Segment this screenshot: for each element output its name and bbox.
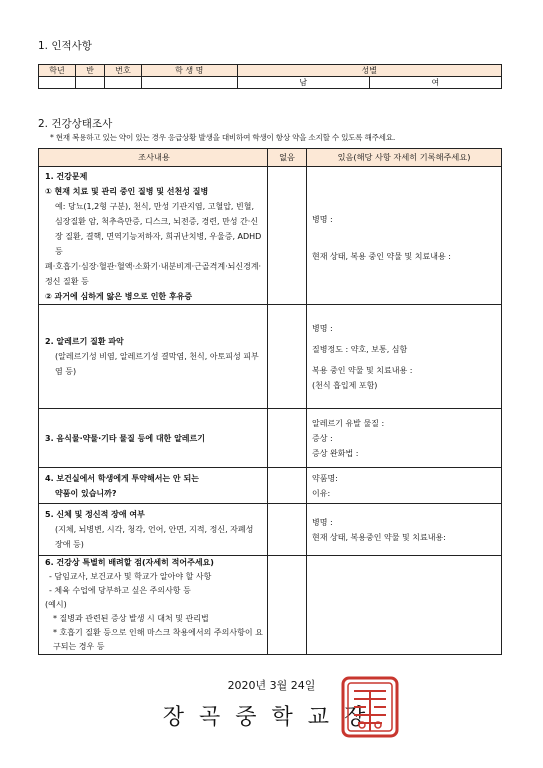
row1-none-cell[interactable] [268,167,307,305]
row5-title: 5. 신체 및 정신적 장애 여부 [45,510,145,519]
section2-title: 2. 건강상태조사 [38,118,113,130]
row4-title-cont: 약품이 있습니까? [55,488,117,498]
name-cell[interactable] [142,77,238,89]
health-survey-table [38,148,502,655]
row2-examples: (알레르기성 비염, 알레르기성 결막염, 천식, 아토피성 피부염 등) [55,352,259,376]
row4-answer-drug: 약품명: [312,473,338,483]
gender-female-option[interactable]: 여 [369,77,501,89]
row4-answer-reason: 이유: [312,488,331,498]
row2-answer-severity: 질병정도 : 약호, 보통, 심함 [312,344,408,354]
survey-item-allergy-disease [39,305,268,409]
row5-answer-cell[interactable] [307,504,502,556]
row6-example1: * 질병과 관련된 증상 발생 시 대처 및 관리법 [53,614,209,623]
medication-note: * 현재 복용하고 있는 약이 있는 경우 응급상황 발생을 대비하여 학생이 항상 약을 소지할 수 있도록 해주세요. [50,133,396,142]
row6-example2: * 호흡기 질환 등으로 인해 마스크 착용에서의 주의사항이 요구되는 경우 등 [53,628,263,651]
row1-categories: 폐·호흡기·심장·혈관·혈액·소화기·내분비계·근골격계·뇌신경계·정신 질환 등 [45,262,262,286]
row4-title: 4. 보건실에서 학생에게 투약해서는 안 되는 [45,473,199,483]
row2-none-cell[interactable] [268,305,307,409]
section1-title: 1. 인적사항 [38,40,92,52]
row6-answer-cell[interactable] [307,556,502,655]
survey-item-health-problems [39,167,268,305]
row6-none-cell[interactable] [268,556,307,655]
name-header: 학 생 명 [142,65,238,77]
row5-none-cell[interactable] [268,504,307,556]
row1-answer-disease: 병명 : [312,214,333,224]
row3-answer-trigger: 알레르기 유발 물질 : [312,418,385,428]
number-header: 번호 [105,65,142,77]
number-cell[interactable] [105,77,142,89]
row5-answer-disease: 병명 : [312,517,333,527]
school-principal: 장곡중학교장 [162,705,381,730]
row5-examples: (지체, 뇌병변, 시각, 청각, 언어, 안면, 지적, 정신, 자폐성 장애 등) [55,525,254,549]
row6-example-label: (예시) [45,600,67,609]
row5-answer-status: 현재 상태, 복용중인 약물 및 치료내용: [312,532,446,542]
row3-title: 3. 음식물·약물·기타 물질 등에 대한 알레르기 [45,433,205,443]
row2-answer-cell[interactable] [307,305,502,409]
survey-item-substance-allergy [39,409,268,468]
grade-header: 학년 [39,65,76,77]
survey-item-special-care [39,556,268,655]
row1-answer-cell[interactable] [307,167,502,305]
gender-male-option[interactable]: 남 [237,77,369,89]
row6-line2: - 체육 수업에 당부하고 싶은 주의사항 등 [49,586,191,595]
row6-title: 6. 건강상 특별히 배려할 점(자세히 적어주세요) [45,558,214,567]
survey-item-disability [39,504,268,556]
row1-sub2: ② 과거에 심하게 앓은 병으로 인한 후유증 [45,292,193,301]
row3-none-cell[interactable] [268,409,307,468]
row4-none-cell[interactable] [268,468,307,504]
row6-line1: - 담임교사, 보건교사 및 학교가 알아야 할 사항 [49,572,212,581]
grade-cell[interactable] [39,77,76,89]
class-header: 반 [76,65,105,77]
row2-answer-medication: 복용 중인 약물 및 치료내용 : [312,365,413,375]
row3-answer-cell[interactable] [307,409,502,468]
row2-answer-inhaler: (천식 흡입제 포함) [312,380,378,390]
yes-header: 있음(해당 사항 자세히 기록해주세요) [307,149,502,167]
row4-answer-cell[interactable] [307,468,502,504]
student-info-table [38,64,502,89]
none-header: 없음 [268,149,307,167]
row2-title: 2. 알레르기 질환 파악 [45,337,124,346]
row1-answer-status: 현재 상태, 복용 중인 약물 및 치료내용 : [312,251,451,261]
item-header: 조사내용 [39,149,268,167]
row1-sub1: ① 현재 치료 및 관리 중인 질병 및 선천성 질병 [45,187,209,196]
gender-header: 성별 [237,65,501,77]
official-seal-icon [340,675,400,739]
survey-item-prohibited-medication [39,468,268,504]
date-line: 2020년 3월 24일 [227,679,316,692]
row3-answer-relief: 증상 완화법 : [312,448,359,458]
row3-answer-symptom: 증상 : [312,433,333,443]
row1-title: 1. 건강문제 [45,172,88,181]
row1-examples: 예: 당뇨(1,2형 구분), 천식, 만성 기관지염, 고혈압, 빈혈, 심장질환 암, 척추측만증, 디스크, 뇌전증, 경련, 만성 간·신장 질환, 결핵, 면역기능저하자, 희귀난치병, 우울증, ADHD 등 [55,202,262,256]
class-cell[interactable] [76,77,105,89]
row2-answer-disease: 병명 : [312,323,333,333]
